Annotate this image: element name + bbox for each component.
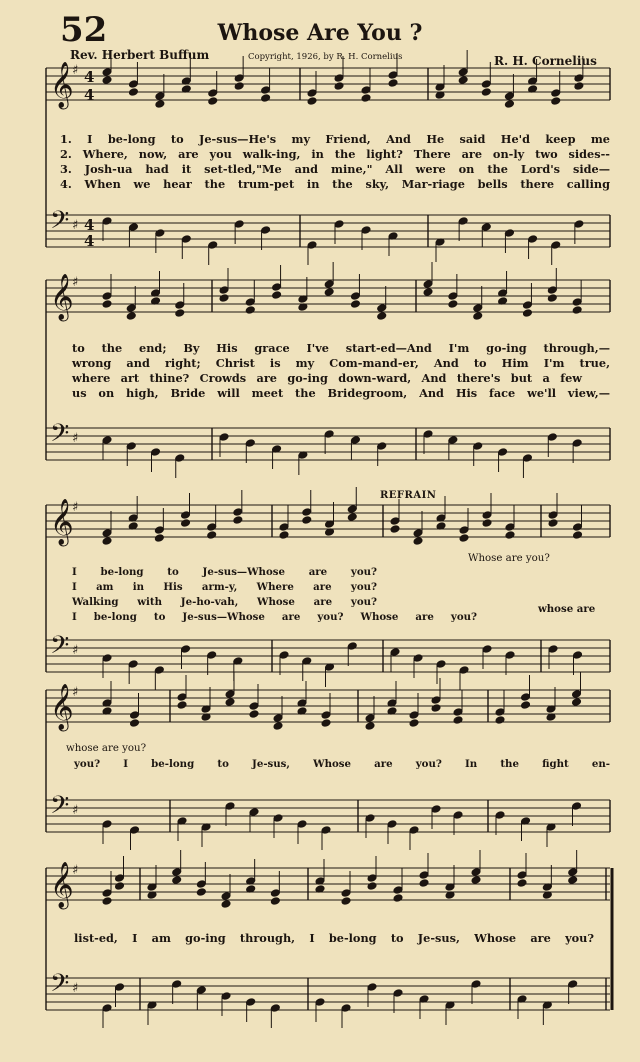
note-head xyxy=(208,89,218,98)
note-head xyxy=(334,82,344,91)
note-head xyxy=(350,292,360,301)
note-head xyxy=(436,660,446,669)
note-head xyxy=(459,534,469,543)
note-head xyxy=(273,714,283,723)
note-head xyxy=(419,879,429,888)
note-head xyxy=(102,292,112,301)
hymn-title: Whose Are You ? xyxy=(217,20,423,46)
note-head xyxy=(115,983,125,992)
note-head xyxy=(390,517,400,526)
note-head xyxy=(361,226,371,235)
bass-clef-icon: 𝄢 xyxy=(50,419,70,454)
sharp-icon: ♯ xyxy=(72,500,79,515)
note-head xyxy=(245,439,255,448)
note-head xyxy=(234,74,244,83)
note-head xyxy=(102,654,112,663)
note-head xyxy=(521,693,531,702)
note-head xyxy=(321,719,331,728)
note-head xyxy=(367,983,377,992)
note-head xyxy=(388,79,398,88)
s4-line1: whose are you? xyxy=(66,743,147,754)
note-head xyxy=(522,454,532,463)
note-head xyxy=(423,288,433,297)
s3-verse4-tail: whose are xyxy=(538,603,596,615)
sharp-icon: ♯ xyxy=(72,863,79,878)
note-head xyxy=(128,660,138,669)
note-head xyxy=(272,291,282,300)
author-credit: Rev. Herbert Buffum xyxy=(70,48,210,62)
note-head xyxy=(459,526,469,535)
refrain-label: REFRAIN xyxy=(380,490,437,501)
note-head xyxy=(321,711,331,720)
note-head xyxy=(574,220,584,229)
note-head xyxy=(207,531,217,540)
note-head xyxy=(155,229,165,238)
note-head xyxy=(521,701,531,710)
note-head xyxy=(181,511,191,520)
note-head xyxy=(102,537,112,546)
note-head xyxy=(245,298,255,307)
note-head xyxy=(458,217,468,226)
note-head xyxy=(234,82,244,91)
note-head xyxy=(225,698,235,707)
note-head xyxy=(102,68,112,77)
sharp-icon: ♯ xyxy=(72,981,79,996)
time-sig-top-bass: 4 xyxy=(84,216,95,234)
note-head xyxy=(448,292,458,301)
note-head xyxy=(279,531,289,540)
note-head xyxy=(347,642,357,651)
note-head xyxy=(365,714,375,723)
note-head xyxy=(413,654,423,663)
note-head xyxy=(409,826,419,835)
note-head xyxy=(307,89,317,98)
note-head xyxy=(297,820,307,829)
note-head xyxy=(572,690,582,699)
note-head xyxy=(221,992,231,1001)
note-head xyxy=(270,897,280,906)
s3-verse3: Walking with Je-ho-vah, Whose are you? xyxy=(72,596,377,608)
note-head xyxy=(453,811,463,820)
note-head xyxy=(130,711,140,720)
note-head xyxy=(522,301,532,310)
note-head xyxy=(115,882,125,891)
s3-verse2: I am in His arm-y, Where are you? xyxy=(72,581,377,593)
note-head xyxy=(334,74,344,83)
note-head xyxy=(102,217,112,226)
sharp-icon: ♯ xyxy=(72,275,79,290)
note-head xyxy=(495,708,505,717)
note-head xyxy=(367,874,377,883)
note-head xyxy=(177,693,187,702)
bass-clef-icon: 𝄢 xyxy=(50,631,70,666)
note-head xyxy=(573,531,583,540)
treble-clef-icon: 𝄞 xyxy=(50,274,74,320)
note-head xyxy=(341,897,351,906)
note-head xyxy=(568,868,578,877)
s2-verse3: where art thine? Crowds are go-ing down-ward, And there's but a few xyxy=(72,371,582,385)
note-head xyxy=(471,980,481,989)
note-head xyxy=(548,519,558,528)
note-head xyxy=(196,986,206,995)
note-head xyxy=(181,235,191,244)
note-head xyxy=(207,651,217,660)
note-head xyxy=(458,68,468,77)
note-head xyxy=(307,241,317,250)
note-head xyxy=(102,76,112,85)
sharp-icon: ♯ xyxy=(72,685,79,700)
clefs xyxy=(50,62,78,1004)
note-head xyxy=(481,80,491,89)
note-head xyxy=(130,719,140,728)
note-head xyxy=(413,529,423,538)
s3-alto-line: Whose are you? xyxy=(468,553,550,564)
note-head xyxy=(473,304,483,313)
note-head xyxy=(102,436,112,445)
s3-verse4: I be-long to Je-sus—Whose are you? Whose are you? xyxy=(72,611,477,623)
note-head xyxy=(573,651,583,660)
note-head xyxy=(130,826,140,835)
note-head xyxy=(225,802,235,811)
note-head xyxy=(387,820,397,829)
note-head xyxy=(155,92,165,101)
note-head xyxy=(393,894,403,903)
treble-clef-icon: 𝄞 xyxy=(50,862,74,908)
note-head xyxy=(361,86,371,95)
time-sig-bottom-bass: 4 xyxy=(84,232,95,250)
note-head xyxy=(196,880,206,889)
note-head xyxy=(151,448,161,457)
note-head xyxy=(548,511,558,520)
note-head xyxy=(431,696,441,705)
time-sig-top-treble: 4 xyxy=(84,68,95,86)
note-head xyxy=(172,868,182,877)
note-head xyxy=(128,88,138,97)
s2-verse4: us on high, Bride will meet the Bridegroom, And His face we'll view,— xyxy=(72,386,610,400)
copyright-notice: Copyright, 1926, by R. H. Cornelius xyxy=(248,52,403,62)
note-head xyxy=(155,100,165,109)
note-head xyxy=(572,802,582,811)
note-head xyxy=(504,92,514,101)
note-head xyxy=(431,704,441,713)
note-head xyxy=(390,525,400,534)
note-head xyxy=(505,523,515,532)
note-head xyxy=(219,294,229,303)
note-head xyxy=(347,505,357,514)
note-head xyxy=(473,312,483,321)
note-head xyxy=(279,523,289,532)
note-head xyxy=(261,226,271,235)
note-head xyxy=(498,448,508,457)
note-head xyxy=(413,537,423,546)
note-head xyxy=(128,223,138,232)
note-head xyxy=(307,97,317,106)
time-sig-bottom-treble: 4 xyxy=(84,86,95,104)
note-head xyxy=(574,82,584,91)
note-head xyxy=(324,280,334,289)
s1-verse4: 4. When we hear the trum-pet in the sky, Mar-riage bells there calling xyxy=(60,177,610,191)
note-head xyxy=(393,989,403,998)
note-head xyxy=(341,1004,351,1013)
note-head xyxy=(572,439,582,448)
note-head xyxy=(377,442,387,451)
note-head xyxy=(471,876,481,885)
note-head xyxy=(431,805,441,814)
note-head xyxy=(504,100,514,109)
note-head xyxy=(551,89,561,98)
note-head xyxy=(547,433,557,442)
treble-clef-icon: 𝄞 xyxy=(50,499,74,545)
note-head xyxy=(547,286,557,295)
note-head xyxy=(249,710,259,719)
s3-verse1: I be-long to Je-sus—Whose are you? xyxy=(72,566,377,578)
note-head xyxy=(572,698,582,707)
note-head xyxy=(471,868,481,877)
note-head xyxy=(388,71,398,80)
note-head xyxy=(234,220,244,229)
note-head xyxy=(208,241,218,250)
note-head xyxy=(177,701,187,710)
note-head xyxy=(249,808,259,817)
note-head xyxy=(324,430,334,439)
note-head xyxy=(196,888,206,897)
note-head xyxy=(272,283,282,292)
note-head xyxy=(324,288,334,297)
note-head xyxy=(377,304,387,313)
note-head xyxy=(175,454,185,463)
note-head xyxy=(459,666,469,675)
note-head xyxy=(115,874,125,883)
note-head xyxy=(574,74,584,83)
s1-verse3: 3. Josh-ua had it set-tled,"Me and mine," All were on the Lord's side— xyxy=(60,162,610,176)
note-head xyxy=(273,814,283,823)
note-head xyxy=(350,436,360,445)
note-head xyxy=(481,88,491,97)
note-heads xyxy=(102,50,584,1028)
note-head xyxy=(377,312,387,321)
s1-verse1: 1. I be-long to Je-sus—He's my Friend, And He said He'd keep me xyxy=(60,132,610,146)
note-head xyxy=(315,998,325,1007)
note-head xyxy=(409,719,419,728)
note-head xyxy=(279,651,289,660)
note-head xyxy=(393,886,403,895)
note-head xyxy=(350,300,360,309)
treble-clef-icon: 𝄞 xyxy=(50,62,74,108)
sharp-icon: ♯ xyxy=(72,431,79,446)
note-head xyxy=(221,892,231,901)
note-head xyxy=(102,300,112,309)
note-head xyxy=(245,306,255,315)
note-head xyxy=(154,666,164,675)
sharp-icon: ♯ xyxy=(72,643,79,658)
note-head xyxy=(341,889,351,898)
composer-credit: R. H. Cornelius xyxy=(494,54,597,68)
note-head xyxy=(225,690,235,699)
note-head xyxy=(261,94,271,103)
note-head xyxy=(270,889,280,898)
note-head xyxy=(551,241,561,250)
note-head xyxy=(453,708,463,717)
note-head xyxy=(458,76,468,85)
note-head xyxy=(367,882,377,891)
note-head xyxy=(102,889,112,898)
note-head xyxy=(568,876,578,885)
note-head xyxy=(126,312,136,321)
note-head xyxy=(448,300,458,309)
note-head xyxy=(473,442,483,451)
sharp-icon: ♯ xyxy=(72,218,79,233)
note-head xyxy=(522,309,532,318)
note-head xyxy=(495,716,505,725)
note-head xyxy=(334,220,344,229)
note-head xyxy=(568,980,578,989)
note-head xyxy=(448,436,458,445)
bass-clef-icon: 𝄢 xyxy=(50,206,70,241)
note-head xyxy=(365,814,375,823)
note-head xyxy=(233,508,243,517)
note-head xyxy=(273,722,283,731)
note-head xyxy=(208,97,218,106)
note-head xyxy=(481,223,491,232)
note-head xyxy=(482,645,492,654)
note-head xyxy=(302,508,312,517)
sharp-icon: ♯ xyxy=(72,63,79,78)
note-head xyxy=(572,306,582,315)
note-head xyxy=(175,309,185,318)
note-head xyxy=(517,879,527,888)
note-head xyxy=(219,433,229,442)
note-head xyxy=(361,94,371,103)
note-head xyxy=(504,229,514,238)
note-head xyxy=(419,871,429,880)
note-head xyxy=(423,430,433,439)
note-head xyxy=(126,304,136,313)
note-head xyxy=(172,876,182,885)
note-head xyxy=(482,519,492,528)
note-head xyxy=(154,534,164,543)
note-head xyxy=(551,97,561,106)
note-head xyxy=(528,235,538,244)
s2-verse2: wrong and right; Christ is my Com-mand-er, And to Him I'm true, xyxy=(72,356,610,370)
note-head xyxy=(181,645,191,654)
note-head xyxy=(517,871,527,880)
note-head xyxy=(453,716,463,725)
note-head xyxy=(547,294,557,303)
sharp-icon: ♯ xyxy=(72,803,79,818)
note-head xyxy=(495,811,505,820)
note-head xyxy=(249,702,259,711)
note-head xyxy=(365,722,375,731)
note-head xyxy=(126,442,136,451)
note-head xyxy=(321,826,331,835)
note-head xyxy=(505,651,515,660)
note-head xyxy=(423,280,433,289)
note-head xyxy=(221,900,231,909)
note-head xyxy=(270,1004,280,1013)
note-head xyxy=(409,711,419,720)
note-head xyxy=(207,523,217,532)
note-head xyxy=(154,526,164,535)
bass-clef-icon: 𝄢 xyxy=(50,969,70,1004)
s4-line2: you? I be-long to Je-sus, Whose are you? In the fight en- xyxy=(74,758,610,770)
note-head xyxy=(261,86,271,95)
note-head xyxy=(302,516,312,525)
note-head xyxy=(219,286,229,295)
treble-clef-icon: 𝄞 xyxy=(50,684,74,730)
note-head xyxy=(233,516,243,525)
barlines xyxy=(46,68,612,1010)
note-head xyxy=(102,529,112,538)
note-head xyxy=(482,511,492,520)
s1-verse2: 2. Where, now, are you walk-ing, in the light? There are on-ly two sides-- xyxy=(60,147,610,161)
note-head xyxy=(572,298,582,307)
staff-lines xyxy=(46,68,610,1010)
note-head xyxy=(505,531,515,540)
hymn-number: 52 xyxy=(60,10,108,50)
note-head xyxy=(347,513,357,522)
note-head xyxy=(102,897,112,906)
note-head xyxy=(246,998,256,1007)
note-head xyxy=(128,80,138,89)
note-head xyxy=(390,648,400,657)
note-head xyxy=(181,519,191,528)
bass-clef-icon: 𝄢 xyxy=(50,791,70,826)
note-head xyxy=(102,1004,112,1013)
note-head xyxy=(172,980,182,989)
s5-line1: list-ed, I am go-ing through, I be-long to Je-sus, Whose are you? xyxy=(74,931,594,945)
note-head xyxy=(102,820,112,829)
s2-verse1: to the end; By His grace I've start-ed—And I'm go-ing through,— xyxy=(72,341,610,355)
note-head xyxy=(548,645,558,654)
note-head xyxy=(573,523,583,532)
note-head xyxy=(175,301,185,310)
